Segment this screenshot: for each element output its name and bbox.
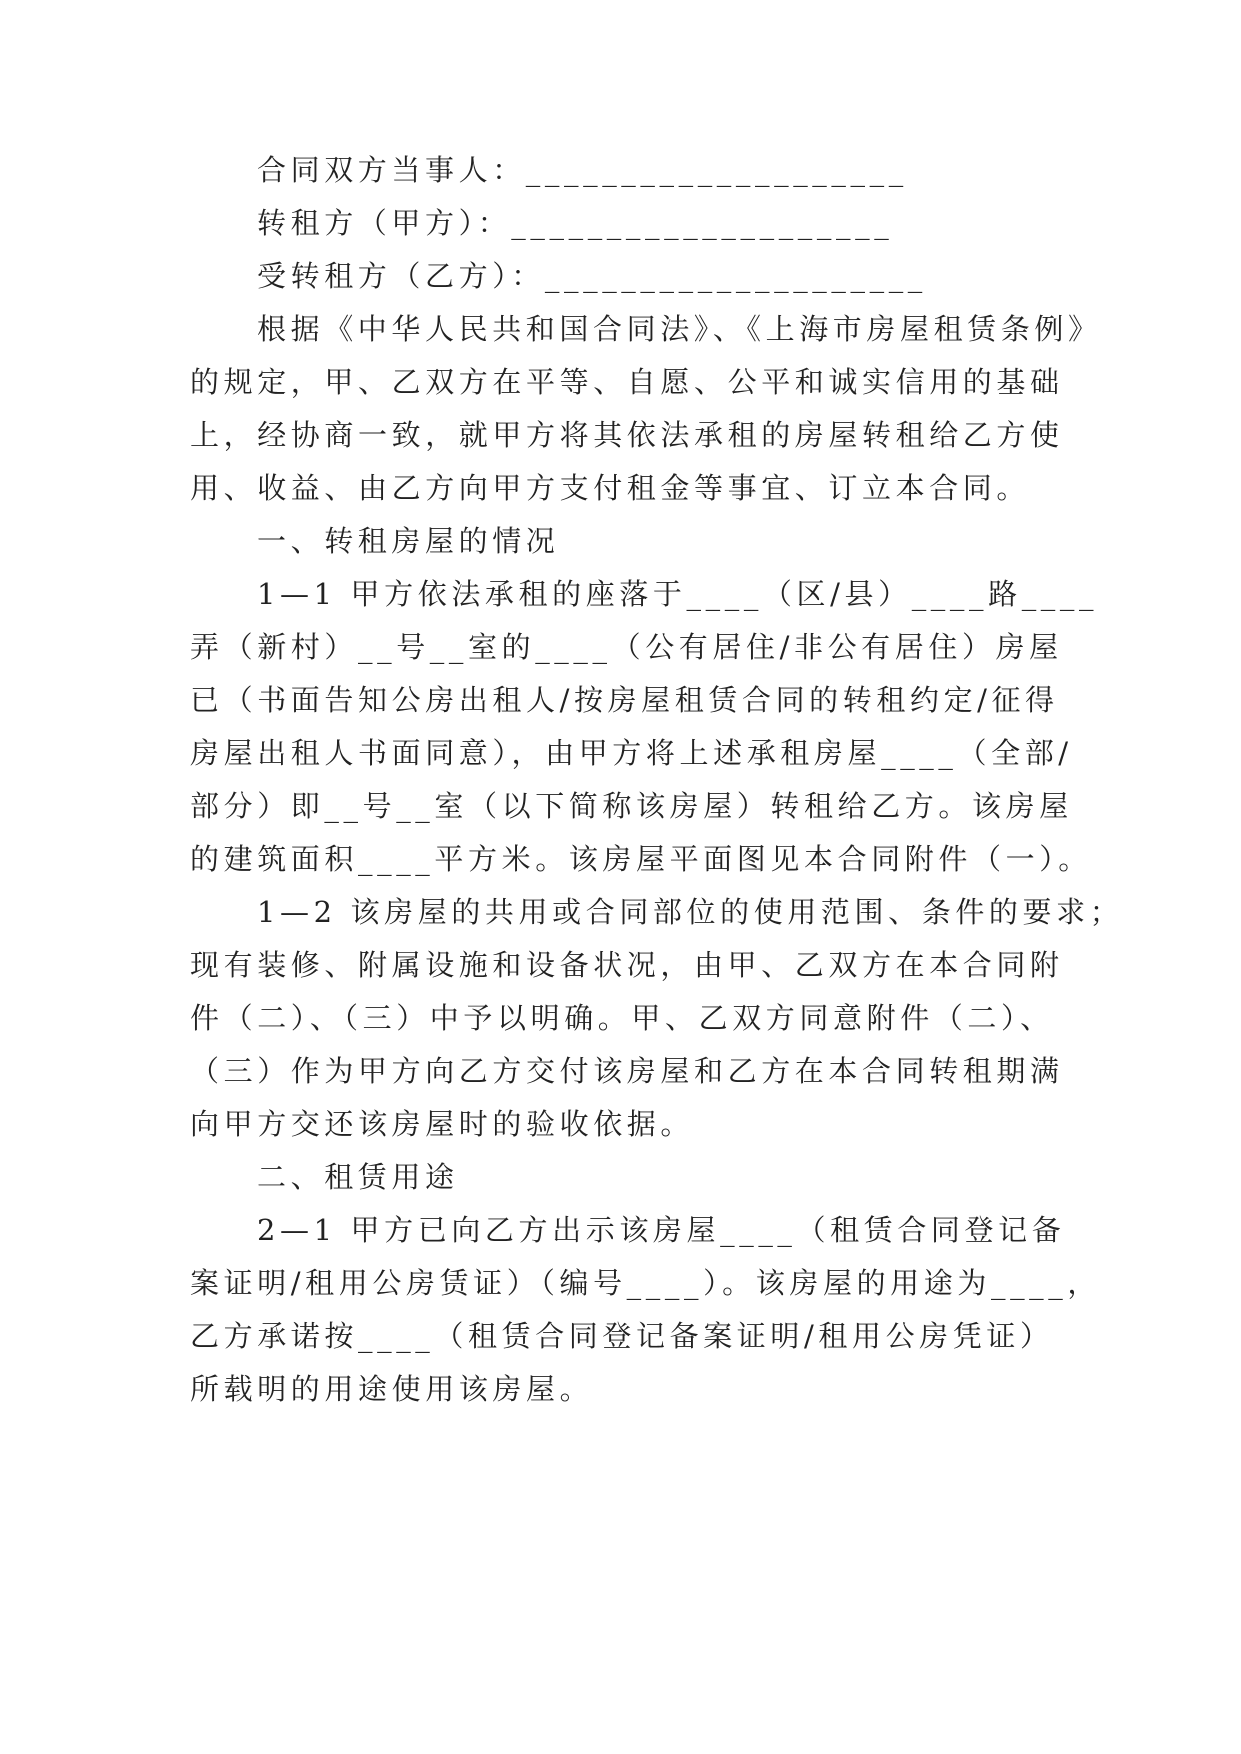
sublessor-line: 转租方（甲方）：____________________	[257, 206, 894, 240]
paragraph-line: 1—1 甲方依法承租的座落于____（区/县）____路____	[257, 577, 1099, 611]
paragraph-line: 已（书面告知公房出租人/按房屋租赁合同的转租约定/征得	[190, 683, 1059, 717]
paragraph-line: 件（二）、（三）中予以明确。甲、乙双方同意附件（二）、	[190, 1001, 1054, 1035]
paragraph-line: 乙方承诺按____（租赁合同登记备案证明/租用公房凭证）	[190, 1319, 1054, 1353]
paragraph-line: 房屋出租人书面同意），由甲方将上述承租房屋____（全部/	[190, 736, 1073, 770]
section-heading: 一、转租房屋的情况	[257, 524, 560, 558]
paragraph-line: 用、收益、由乙方向甲方支付租金等事宜、订立本合同。	[190, 471, 1031, 505]
paragraph-line: 2—1 甲方已向乙方出示该房屋____（租赁合同登记备	[257, 1213, 1066, 1247]
paragraph-line: 部分）即__号__室（以下简称该房屋）转租给乙方。该房屋	[190, 789, 1073, 823]
party-line: 合同双方当事人：____________________	[257, 153, 908, 187]
paragraph-line: （三）作为甲方向乙方交付该房屋和乙方在本合同转租期满	[190, 1054, 1064, 1088]
paragraph-line: 1—2 该房屋的共用或合同部位的使用范围、条件的要求；	[257, 895, 1124, 929]
section-heading: 二、租赁用途	[257, 1160, 459, 1194]
paragraph-line: 所载明的用途使用该房屋。	[190, 1372, 594, 1406]
paragraph-line: 的规定，甲、乙双方在平等、自愿、公平和诚实信用的基础	[190, 365, 1064, 399]
paragraph-line: 根据《中华人民共和国合同法》、《上海市房屋租赁条例》	[257, 312, 1102, 346]
paragraph-line: 现有装修、附属设施和设备状况，由甲、乙双方在本合同附	[190, 948, 1064, 982]
paragraph-line: 弄（新村）__号__室的____（公有居住/非公有居住）房屋	[190, 630, 1063, 664]
paragraph-line: 案证明/租用公房赁证）（编号____）。该房屋的用途为____，	[190, 1266, 1101, 1300]
paragraph-line: 的建筑面积____平方米。该房屋平面图见本合同附件（一）。	[190, 842, 1092, 876]
sublessee-line: 受转租方（乙方）：____________________	[257, 259, 927, 293]
paragraph-line: 向甲方交还该房屋时的验收依据。	[190, 1107, 695, 1141]
paragraph-line: 上，经协商一致，就甲方将其依法承租的房屋转租给乙方使	[190, 418, 1064, 452]
